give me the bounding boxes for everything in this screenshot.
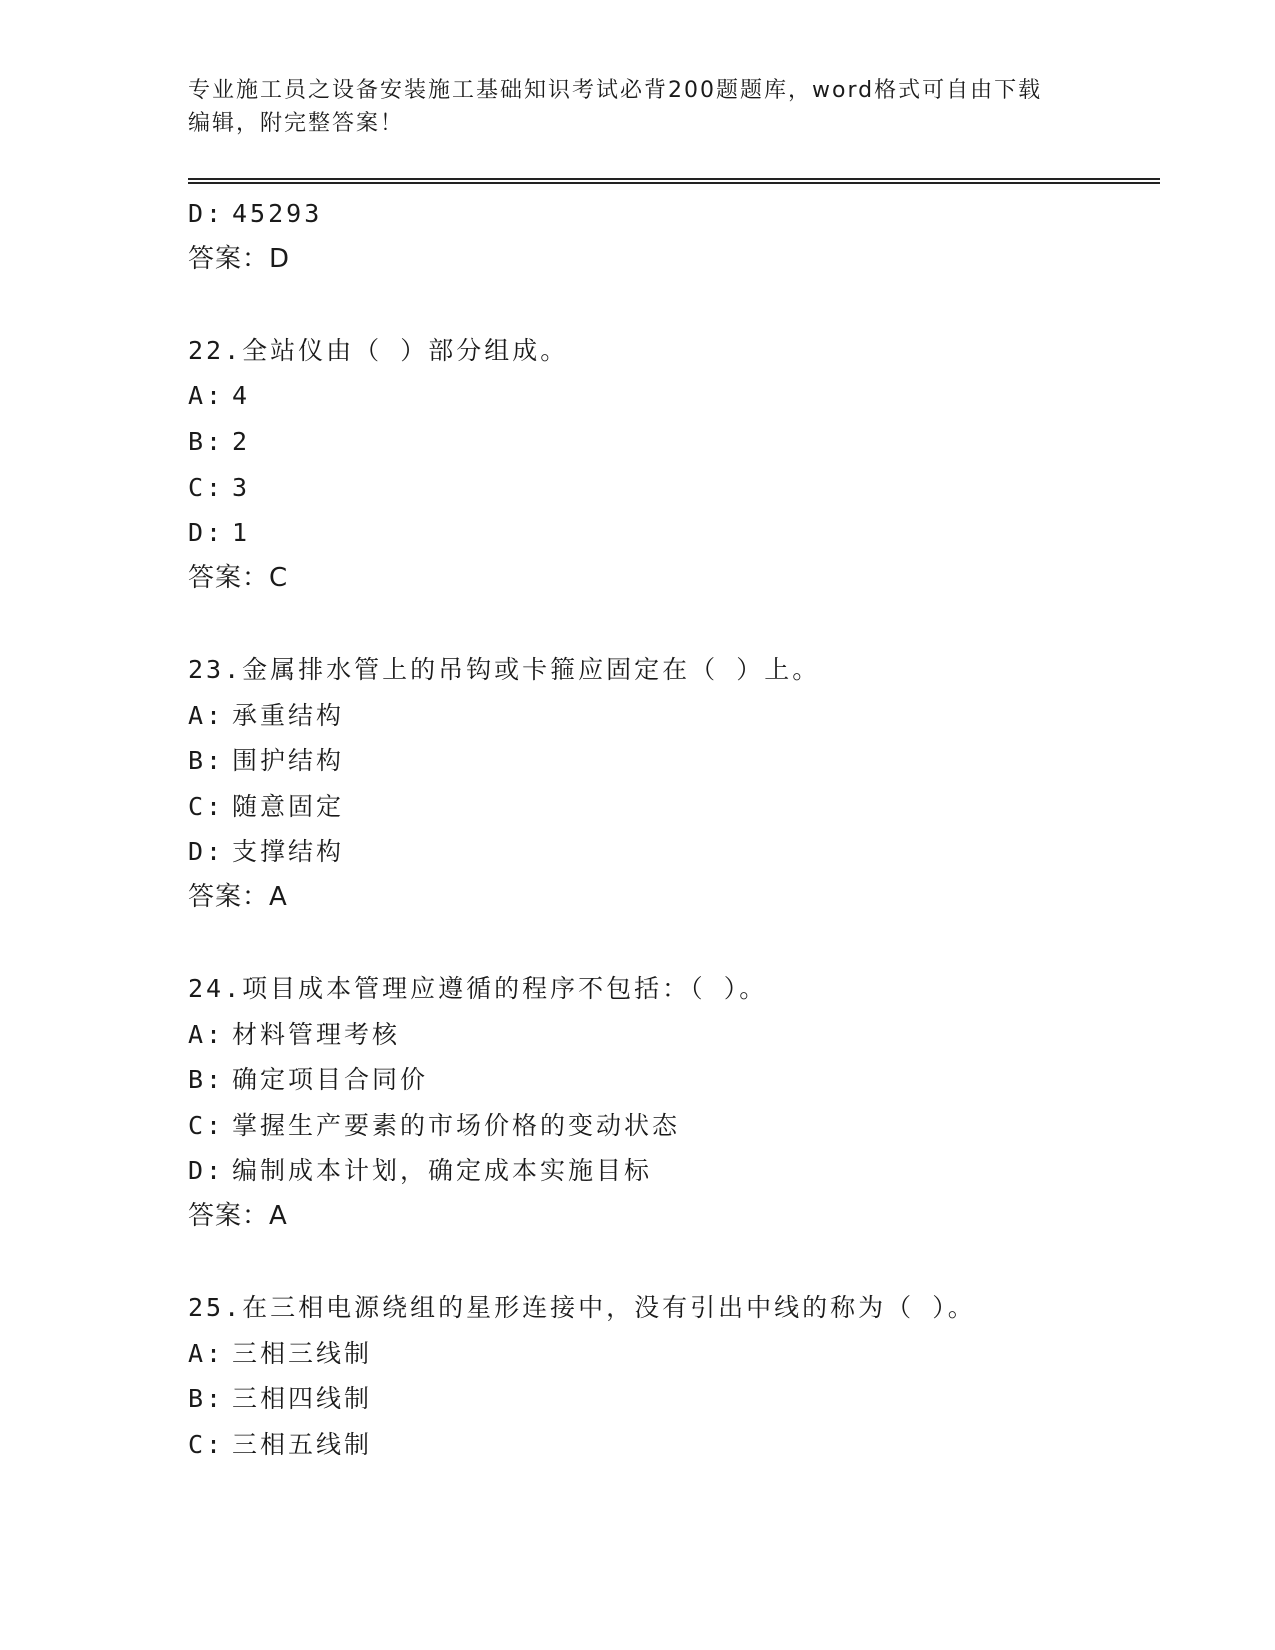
option-text: 45293 — [232, 199, 323, 228]
option-label: C: — [188, 1430, 225, 1460]
header-divider — [188, 178, 1160, 184]
option-d — [188, 510, 1148, 556]
option-d — [188, 191, 1148, 237]
option-text: 围护结构 — [232, 746, 345, 776]
option-text: 三相三线制 — [232, 1338, 373, 1368]
option-text: 掌握生产要素的市场价格的变动状态 — [232, 1110, 681, 1140]
spacer — [188, 921, 1148, 967]
question-stem: 25.在三相电源绕组的星形连接中，没有引出中线的称为（ ）。 — [188, 1293, 976, 1323]
option-label: C: — [188, 1110, 225, 1140]
option-label: D: — [188, 1156, 225, 1186]
option-text: 3 — [232, 472, 251, 502]
question-stem: 24.项目成本管理应遵循的程序不包括：（ ）。 — [188, 974, 768, 1004]
option-text: 4 — [232, 381, 251, 411]
option-c — [188, 1103, 1148, 1149]
header-title-line1: 专业施工员之设备安装施工基础知识考试必背200题题库，word格式可自由下载 — [188, 78, 1043, 103]
option-b — [188, 1057, 1148, 1103]
question-stem: 22.全站仪由（ ）部分组成。 — [188, 335, 569, 365]
spacer — [188, 1240, 1148, 1286]
option-label: C: — [188, 791, 225, 821]
option-label: B: — [188, 746, 225, 776]
option-label: A: — [188, 381, 225, 411]
option-text: 2 — [232, 426, 251, 456]
option-text: 材料管理考核 — [232, 1019, 401, 1049]
option-b — [188, 419, 1148, 465]
option-label: D: — [188, 837, 225, 867]
option-a — [188, 373, 1148, 419]
option-label: D: — [188, 199, 225, 228]
option-a — [188, 693, 1148, 739]
option-label: A: — [188, 1338, 225, 1368]
option-d — [188, 829, 1148, 875]
document-header — [188, 74, 1088, 140]
option-text: 三相五线制 — [232, 1430, 373, 1460]
header-title-line2: 编辑，附完整答案！ — [188, 111, 405, 136]
option-c — [188, 1422, 1148, 1468]
option-text: 确定项目合同价 — [232, 1065, 429, 1095]
option-label: A: — [188, 1019, 225, 1049]
answer-line: 答案：D — [188, 243, 291, 274]
option-label: B: — [188, 1065, 225, 1095]
option-d — [188, 1148, 1148, 1194]
option-b — [188, 738, 1148, 784]
option-label: B: — [188, 426, 225, 456]
option-text: 随意固定 — [232, 791, 345, 821]
option-label: D: — [188, 518, 225, 548]
spacer — [188, 282, 1148, 328]
option-label: C: — [188, 472, 225, 502]
answer-line: 答案：A — [188, 1201, 288, 1232]
option-text: 三相四线制 — [232, 1384, 373, 1414]
spacer — [188, 601, 1148, 647]
option-text: 1 — [232, 518, 251, 548]
option-c — [188, 465, 1148, 511]
answer-line: 答案：C — [188, 562, 289, 593]
option-text: 编制成本计划，确定成本实施目标 — [232, 1156, 653, 1186]
option-b — [188, 1376, 1148, 1422]
option-a — [188, 1331, 1148, 1377]
option-label: A: — [188, 700, 225, 730]
question-list — [188, 191, 1148, 1468]
option-text: 支撑结构 — [232, 837, 345, 867]
option-c — [188, 784, 1148, 830]
option-label: B: — [188, 1384, 225, 1414]
answer-line: 答案：A — [188, 881, 288, 912]
option-text: 承重结构 — [232, 700, 345, 730]
question-stem: 23.金属排水管上的吊钩或卡箍应固定在（ ）上。 — [188, 654, 821, 684]
option-a — [188, 1012, 1148, 1058]
